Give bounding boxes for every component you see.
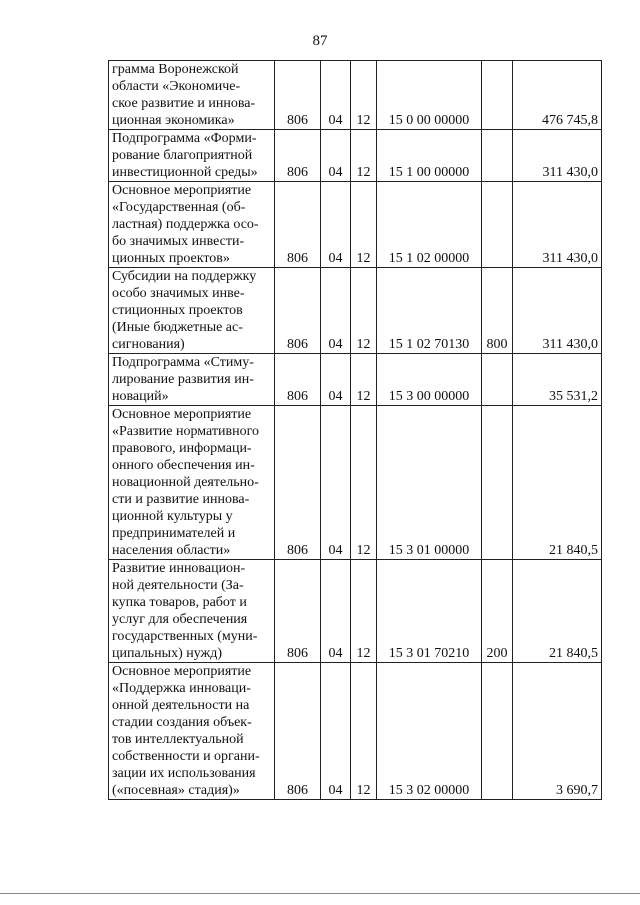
grbs-code-cell: 806 (275, 560, 321, 663)
item-name-line: ционной культуры у (112, 509, 233, 524)
item-name-line: государственных (муни- (112, 629, 258, 644)
item-name-line: тов интеллектуальной (112, 732, 244, 747)
item-name-line: Основное мероприятие (112, 664, 252, 679)
section-code-cell: 04 (321, 663, 351, 800)
item-name-cell (109, 268, 275, 354)
amount-cell: 3 690,7 (513, 663, 602, 800)
grbs-code-cell: 806 (275, 130, 321, 182)
item-name-cell (109, 182, 275, 268)
target-article-cell: 15 3 01 00000 (377, 406, 482, 560)
section-code-cell: 04 (321, 560, 351, 663)
subsection-code-cell: 12 (351, 268, 377, 354)
table-row (109, 268, 602, 354)
item-name-cell (109, 61, 275, 130)
item-name-line: грамма Воронежской (112, 62, 239, 77)
section-code-cell: 04 (321, 268, 351, 354)
section-code-cell: 04 (321, 406, 351, 560)
section-code-cell: 04 (321, 61, 351, 130)
item-name-line: собственности и органи- (112, 749, 260, 764)
target-article-cell: 15 3 01 70210 (377, 560, 482, 663)
subsection-code-cell: 12 (351, 663, 377, 800)
item-name-cell (109, 130, 275, 182)
section-code-cell: 04 (321, 354, 351, 406)
item-name-line: ционных проектов» (112, 251, 230, 266)
amount-cell: 311 430,0 (513, 268, 602, 354)
item-name-line: сти и развитие иннова- (112, 492, 250, 507)
grbs-code-cell: 806 (275, 268, 321, 354)
item-name-cell (109, 560, 275, 663)
item-name-line: («посевная» стадия)» (112, 783, 240, 798)
page-number: 87 (312, 33, 328, 49)
item-name-line: Подпрограмма «Стиму- (112, 355, 254, 370)
item-name-line: ной деятельности (За- (112, 578, 244, 593)
target-article-cell: 15 3 00 00000 (377, 354, 482, 406)
item-name-line: рование благоприятной (112, 148, 253, 163)
item-name-line: новационной деятельно- (112, 475, 259, 490)
table-row (109, 663, 602, 800)
expense-type-cell (482, 182, 513, 268)
table-row (109, 61, 602, 130)
section-code-cell: 04 (321, 130, 351, 182)
item-name-line: предпринимателей и (112, 526, 236, 541)
expense-type-cell (482, 130, 513, 182)
table-row (109, 130, 602, 182)
expense-type-cell (482, 406, 513, 560)
target-article-cell: 15 3 02 00000 (377, 663, 482, 800)
item-name-line: ционная экономика» (112, 113, 235, 128)
expense-type-cell: 800 (482, 268, 513, 354)
grbs-code-cell: 806 (275, 61, 321, 130)
amount-cell: 21 840,5 (513, 560, 602, 663)
table-body (109, 61, 602, 800)
item-name-line: стадии создания объек- (112, 715, 252, 730)
item-name-line: Основное мероприятие (112, 183, 252, 198)
item-name-line: правового, информаци- (112, 441, 252, 456)
amount-cell: 35 531,2 (513, 354, 602, 406)
item-name-line: сигнования) (112, 337, 185, 352)
item-name-line: области «Экономиче- (112, 79, 241, 94)
item-name-line: «Развитие нормативного (112, 424, 259, 439)
section-code-cell: 04 (321, 182, 351, 268)
item-name-line: Основное мероприятие (112, 407, 252, 422)
item-name-line: стиционных проектов (112, 303, 243, 318)
expense-type-cell (482, 61, 513, 130)
item-name-line: Субсидии на поддержку (112, 269, 257, 284)
item-name-line: «Государственная (об- (112, 200, 246, 215)
subsection-code-cell: 12 (351, 354, 377, 406)
item-name-cell (109, 406, 275, 560)
item-name-line: Развитие инновацион- (112, 561, 246, 576)
budget-table (108, 60, 602, 800)
expense-type-cell: 200 (482, 560, 513, 663)
target-article-cell: 15 1 02 70130 (377, 268, 482, 354)
item-name-cell (109, 663, 275, 800)
target-article-cell: 15 1 00 00000 (377, 130, 482, 182)
item-name-line: бо значимых инвести- (112, 234, 245, 249)
subsection-code-cell: 12 (351, 182, 377, 268)
table-row (109, 354, 602, 406)
amount-cell: 21 840,5 (513, 406, 602, 560)
grbs-code-cell: 806 (275, 406, 321, 560)
item-name-line: лирование развития ин- (112, 372, 254, 387)
item-name-line: зации их использования (112, 766, 256, 781)
item-name-cell (109, 354, 275, 406)
item-name-line: «Поддержка инноваци- (112, 681, 251, 696)
grbs-code-cell: 806 (275, 354, 321, 406)
amount-cell: 311 430,0 (513, 182, 602, 268)
table-row (109, 560, 602, 663)
amount-cell: 476 745,8 (513, 61, 602, 130)
item-name-line: онного обеспечения ин- (112, 458, 255, 473)
table-row (109, 406, 602, 560)
item-name-line: ластная) поддержка осо- (112, 217, 259, 232)
item-name-line: услуг для обеспечения (112, 612, 248, 627)
item-name-line: ципальных) нужд) (112, 646, 223, 661)
subsection-code-cell: 12 (351, 130, 377, 182)
subsection-code-cell: 12 (351, 61, 377, 130)
subsection-code-cell: 12 (351, 406, 377, 560)
table-row (109, 182, 602, 268)
amount-cell: 311 430,0 (513, 130, 602, 182)
bottom-rule (0, 893, 640, 894)
item-name-line: новаций» (112, 389, 169, 404)
subsection-code-cell: 12 (351, 560, 377, 663)
grbs-code-cell: 806 (275, 182, 321, 268)
item-name-line: особо значимых инве- (112, 286, 245, 301)
grbs-code-cell: 806 (275, 663, 321, 800)
target-article-cell: 15 1 02 00000 (377, 182, 482, 268)
item-name-line: Подпрограмма «Форми- (112, 131, 257, 146)
expense-type-cell (482, 354, 513, 406)
target-article-cell: 15 0 00 00000 (377, 61, 482, 130)
item-name-line: населения области» (112, 543, 231, 558)
item-name-line: онной деятельности на (112, 698, 250, 713)
item-name-line: (Иные бюджетные ас- (112, 320, 243, 335)
item-name-line: инвестиционной среды» (112, 165, 258, 180)
expense-type-cell (482, 663, 513, 800)
item-name-line: купка товаров, работ и (112, 595, 247, 610)
item-name-line: ское развитие и иннова- (112, 96, 256, 111)
